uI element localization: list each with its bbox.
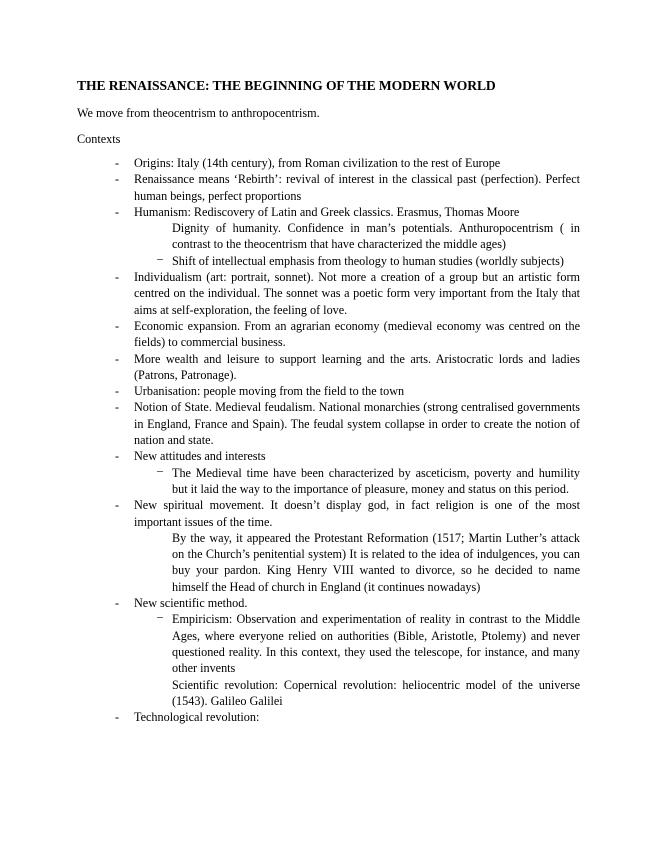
page-title: THE RENAISSANCE: THE BEGINNING OF THE MODERN WORLD: [77, 78, 496, 93]
sub-item: [157, 462, 580, 498]
intro-paragraph: We move from theocentrism to anthropocentrism.: [77, 106, 320, 120]
list-item: [115, 204, 580, 269]
list-item: [115, 351, 580, 384]
bullet-dash: -: [115, 710, 120, 725]
list-item: [115, 448, 580, 497]
list-item: [115, 709, 580, 725]
sub-bullet-marker: ‒: [157, 609, 163, 624]
list-item: [115, 497, 580, 595]
sub-item-text: Shift of intellectual emphasis from theology to human studies (worldly subjects): [172, 253, 564, 268]
list-item-text: New spiritual movement. It doesn’t display god, in fact religion is one of the most important issues of the time.: [134, 498, 580, 529]
bullet-dash: -: [115, 156, 120, 170]
list-item-continuation: Scientific revolution: Copernical revolution: heliocentric model of the universe (1543). Galileo Galilei: [172, 677, 580, 708]
bullet-dash: -: [115, 384, 120, 399]
list-item-text: New attitudes and interests: [134, 449, 266, 464]
sub-item: [157, 250, 580, 269]
list-item: [115, 318, 580, 351]
sub-bullet-marker: ‒: [157, 462, 163, 477]
list-item-text: Technological revolution:: [134, 710, 260, 725]
list-item: [115, 171, 580, 204]
sub-item-text: Empiricism: Observation and experimentation of reality in contrast to the Middle Ages, where everyone relied on authorities (Bible, Aristotle, Ptolemy) and never questioned reality. In this context, they used the telescope, for instance, and many other invents: [172, 612, 580, 676]
bullet-dash: -: [115, 270, 120, 285]
bullet-dash: -: [115, 172, 120, 187]
list-item-continuation: By the way, it appeared the Protestant Reformation (1517; Martin Luther’s attack on the Church’s penitential system) It is related to the idea of indulgences, you can buy your pardon. King Henry VIII wanted to divorce, so he decided to name himself the Head of church in England (it continues nowadays): [172, 530, 580, 594]
bullet-dash: -: [115, 318, 120, 333]
bullet-dash: -: [115, 351, 120, 366]
list-item: [115, 595, 580, 709]
list-item: [115, 269, 580, 318]
sub-item: [157, 609, 580, 676]
bullet-dash: -: [115, 498, 120, 513]
bullet-dash: -: [115, 449, 120, 464]
contexts-heading: Contexts: [77, 132, 121, 146]
bullet-dash: -: [115, 204, 120, 219]
list-item-text: Renaissance means ‘Rebirth’: revival of interest in the classical past (perfection). Perfect human beings, perfect proportions: [134, 172, 580, 203]
bullet-dash: -: [115, 596, 120, 611]
list-item-text: Urbanisation: people moving from the field to the town: [134, 384, 405, 399]
contexts-list: [0, 155, 655, 725]
sub-item-text: The Medieval time have been characterized by asceticism, poverty and humility but it laid the way to the importance of pleasure, money and status on this period.: [172, 465, 580, 496]
list-item-text: More wealth and leisure to support learning and the arts. Aristocratic lords and ladies (Patrons, Patronage).: [134, 351, 580, 382]
list-item-text: Origins: Italy (14th century), from Roman civilization to the rest of Europe: [134, 156, 501, 170]
list-item-text: New scientific method.: [134, 596, 248, 611]
list-item-text: Economic expansion. From an agrarian economy (medieval economy was centred on the fields) to commercial business.: [134, 318, 580, 350]
list-item: [115, 383, 580, 399]
list-item-text: Individualism (art: portrait, sonnet). Not more a creation of a group but an artistic form centred on the individual. The sonnet was a poetic form very important from the Italy that aims at self-exploration, the feeling of love.: [134, 270, 580, 317]
list-item-text: Humanism: Rediscovery of Latin and Greek classics. Erasmus, Thomas Moore: [134, 204, 520, 219]
list-item-text: Notion of State. Medieval feudalism. National monarchies (strong centralised governments in England, France and Spain). The feudal system collapse in order to create the notion of nation and state.: [134, 400, 580, 448]
sub-bullet-marker: ‒: [157, 250, 163, 265]
list-item: [115, 155, 580, 171]
list-item: [115, 399, 580, 448]
list-item-continuation: Dignity of humanity. Confidence in man’s potentials. Anthuropocentrism ( in contrast to the theocentrism that have characterized the middle ages): [172, 221, 580, 252]
bullet-dash: -: [115, 400, 120, 415]
